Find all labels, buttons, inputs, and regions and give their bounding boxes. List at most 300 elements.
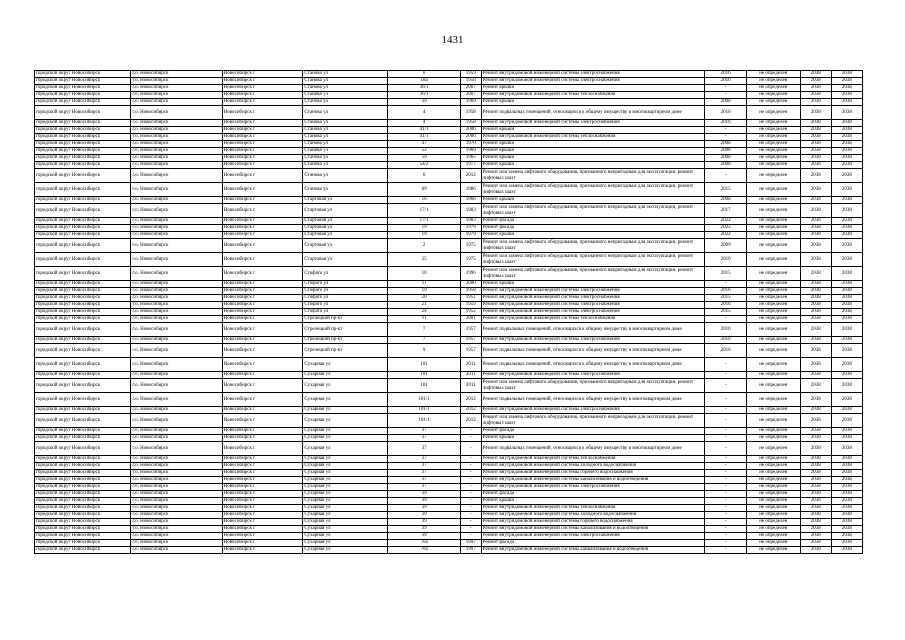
cell-year: 1952 [460,309,481,316]
cell-municipality: городской округ Новосибирск [35,442,131,456]
cell-settlement: Новосибирск г [222,393,303,407]
cell-work-type: Ремонт или замена лифтового оборудования, признанного непригодным для эксплуатации, ремонт лифтовых шахт [481,267,705,281]
cell-district: г.о. Новосибирск [131,344,222,358]
cell-year: 2011 [460,379,481,393]
cell-year-end: 2038 [831,85,862,92]
cell-work-type: Ремонт внутридомовой инженерной системы холодного водоснабжения [481,512,705,519]
cell-municipality: городской округ Новосибирск [35,379,131,393]
cell-settlement: Новосибирск г [222,372,303,379]
table-row [35,470,863,477]
cell-status: не определен [746,155,800,162]
cell-status: не определен [746,120,800,127]
cell-plan-year: - [705,547,746,554]
cell-municipality: городской округ Новосибирск [35,323,131,337]
cell-plan-year: 2015 [705,295,746,302]
cell-district: г.о. Новосибирск [131,155,222,162]
cell-settlement: Новосибирск г [222,106,303,120]
cell-street: Сухарная ул [303,477,388,484]
cell-house: 101 [388,358,461,372]
cell-settlement: Новосибирск г [222,288,303,295]
cell-year: 1986 [460,183,481,197]
cell-street: Станова ул [303,155,388,162]
cell-house: 36/1 [388,85,461,92]
cell-work-type: Ремонт или замена лифтового оборудования, признанного непригодным для эксплуатации, ремонт лифтовых шахт [481,379,705,393]
table-row [35,106,863,120]
cell-district: г.о. Новосибирск [131,253,222,267]
cell-municipality: городской округ Новосибирск [35,484,131,491]
cell-status: не определен [746,470,800,477]
cell-municipality: городской округ Новосибирск [35,162,131,169]
cell-year-end: 2038 [831,505,862,512]
cell-year-end: 2038 [831,337,862,344]
cell-settlement: Новосибирск г [222,547,303,554]
table-row [35,281,863,288]
cell-year: 1979 [460,232,481,239]
cell-street: Станова ул [303,148,388,155]
cell-status: не определен [746,141,800,148]
cell-status: не определен [746,92,800,99]
cell-district: г.о. Новосибирск [131,414,222,428]
table-row [35,155,863,162]
cell-year-start: 2038 [800,183,831,197]
cell-house: 59 [388,155,461,162]
table-row [35,344,863,358]
cell-municipality: городской округ Новосибирск [35,225,131,232]
cell-street: Сухарная ул [303,372,388,379]
cell-status: не определен [746,316,800,323]
cell-municipality: городской округ Новосибирск [35,148,131,155]
cell-year: 1970 [460,141,481,148]
cell-district: г.о. Новосибирск [131,218,222,225]
cell-year: 1958 [460,106,481,120]
cell-plan-year: - [705,533,746,540]
cell-plan-year: 2016 [705,337,746,344]
cell-house: 17/1 [388,218,461,225]
cell-municipality: городской округ Новосибирск [35,267,131,281]
table-row [35,428,863,435]
table-row [35,547,863,554]
cell-municipality: городской округ Новосибирск [35,288,131,295]
cell-street: Станова ул [303,120,388,127]
cell-house: 101/1 [388,407,461,414]
cell-settlement: Новосибирск г [222,148,303,155]
cell-street: Стрелецкий пр-кт [303,323,388,337]
cell-year-start: 2038 [800,197,831,204]
cell-house: 6 [388,71,461,78]
table-row [35,92,863,99]
cell-municipality: городской округ Новосибирск [35,85,131,92]
cell-work-type: Ремонт или замена лифтового оборудования, признанного непригодным для эксплуатации, ремонт лифтовых шахт [481,204,705,218]
cell-status: не определен [746,225,800,232]
cell-year-end: 2038 [831,407,862,414]
cell-district: г.о. Новосибирск [131,239,222,253]
cell-year-start: 2038 [800,71,831,78]
cell-year-end: 2038 [831,134,862,141]
cell-work-type: Ремонт или замена лифтового оборудования, признанного непригодным для эксплуатации, ремонт лифтовых шахт [481,414,705,428]
cell-house: 37 [388,456,461,463]
cell-street: Сухарная ул [303,505,388,512]
cell-year: 1951 [460,295,481,302]
cell-district: г.о. Новосибирск [131,120,222,127]
cell-work-type: Ремонт внутридомовой инженерной системы электроснабжения [481,407,705,414]
cell-district: г.о. Новосибирск [131,393,222,407]
cell-status: не определен [746,372,800,379]
cell-settlement: Новосибирск г [222,253,303,267]
cell-status: не определен [746,183,800,197]
cell-municipality: городской округ Новосибирск [35,71,131,78]
cell-year: 1983 [460,218,481,225]
table-row [35,358,863,372]
cell-municipality: городской округ Новосибирск [35,197,131,204]
cell-house: 39 [388,498,461,505]
cell-district: г.о. Новосибирск [131,295,222,302]
cell-year-start: 2038 [800,379,831,393]
cell-house: 39 [388,505,461,512]
cell-year-start: 2038 [800,218,831,225]
cell-municipality: городской округ Новосибирск [35,302,131,309]
cell-street: Сухарная ул [303,393,388,407]
cell-settlement: Новосибирск г [222,141,303,148]
cell-house: 101/1 [388,414,461,428]
cell-house: 10 [388,267,461,281]
cell-plan-year: 2022 [705,225,746,232]
cell-year: 2007 [460,85,481,92]
cell-year-end: 2038 [831,148,862,155]
cell-settlement: Новосибирск г [222,78,303,85]
cell-municipality: городской округ Новосибирск [35,512,131,519]
table-row [35,134,863,141]
cell-year: 1975 [460,239,481,253]
cell-municipality: городской округ Новосибирск [35,106,131,120]
cell-status: не определен [746,393,800,407]
cell-house: 36/1 [388,92,461,99]
cell-house: 6 [388,169,461,183]
cell-status: не определен [746,148,800,155]
cell-district: г.о. Новосибирск [131,85,222,92]
cell-status: не определен [746,71,800,78]
cell-year-end: 2038 [831,127,862,134]
cell-district: г.о. Новосибирск [131,267,222,281]
cell-year-start: 2038 [800,442,831,456]
cell-municipality: городской округ Новосибирск [35,477,131,484]
cell-municipality: городской округ Новосибирск [35,505,131,512]
cell-district: г.о. Новосибирск [131,281,222,288]
cell-plan-year: - [705,316,746,323]
cell-year: - [460,484,481,491]
cell-year-end: 2038 [831,323,862,337]
cell-district: г.о. Новосибирск [131,456,222,463]
cell-municipality: городской округ Новосибирск [35,533,131,540]
cell-work-type: Ремонт подвальных помещений, относящихся к общему имуществу в многоквартирном доме [481,442,705,456]
cell-year-start: 2038 [800,225,831,232]
cell-status: не определен [746,218,800,225]
cell-plan-year: - [705,358,746,372]
cell-year-end: 2038 [831,253,862,267]
cell-work-type: Ремонт крыши [481,281,705,288]
cell-settlement: Новосибирск г [222,232,303,239]
cell-house: 54/2 [388,162,461,169]
cell-work-type: Ремонт крыши [481,435,705,442]
table-row [35,463,863,470]
table-row [35,267,863,281]
cell-street: Станова ул [303,106,388,120]
cell-work-type: Ремонт внутридомовой инженерной системы горячего водоснабжения [481,470,705,477]
cell-street: Сухарная ул [303,428,388,435]
cell-status: не определен [746,435,800,442]
cell-settlement: Новосибирск г [222,85,303,92]
cell-district: г.о. Новосибирск [131,106,222,120]
cell-house: 47 [388,141,461,148]
cell-settlement: Новосибирск г [222,169,303,183]
cell-year-start: 2038 [800,526,831,533]
cell-year: 1997 [460,540,481,547]
cell-plan-year: 2016 [705,323,746,337]
cell-house: 24 [388,309,461,316]
cell-house: 16 [388,197,461,204]
cell-plan-year: 2016 [705,288,746,295]
cell-house: 9 [388,344,461,358]
table-row [35,498,863,505]
cell-status: не определен [746,253,800,267]
cell-district: г.о. Новосибирск [131,169,222,183]
cell-house: 18а [388,78,461,85]
cell-year-end: 2038 [831,316,862,323]
cell-street: Станова ул [303,169,388,183]
cell-street: Стартовая ул [303,197,388,204]
cell-house: 101/1 [388,393,461,407]
cell-municipality: городской округ Новосибирск [35,456,131,463]
cell-year-start: 2038 [800,358,831,372]
cell-year-start: 2038 [800,253,831,267]
table-row [35,120,863,127]
cell-settlement: Новосибирск г [222,316,303,323]
cell-settlement: Новосибирск г [222,295,303,302]
cell-plan-year: - [705,456,746,463]
cell-status: не определен [746,379,800,393]
cell-plan-year: - [705,414,746,428]
cell-year: 1957 [460,323,481,337]
cell-house: 69 [388,183,461,197]
cell-municipality: городской округ Новосибирск [35,309,131,316]
cell-work-type: Ремонт внутридомовой инженерной системы теплоснабжения [481,134,705,141]
cell-work-type: Ремонт подвальных помещений, относящихся к общему имуществу в многоквартирном доме [481,323,705,337]
cell-year-start: 2038 [800,141,831,148]
cell-year: - [460,470,481,477]
cell-work-type: Ремонт внутридомовой инженерной системы электроснабжения [481,71,705,78]
cell-street: Станова ул [303,78,388,85]
cell-district: г.о. Новосибирск [131,512,222,519]
cell-work-type: Ремонт внутридомовой инженерной системы горячего водоснабжения [481,519,705,526]
cell-year: 1969 [460,99,481,106]
cell-status: не определен [746,281,800,288]
table-row [35,141,863,148]
cell-district: г.о. Новосибирск [131,92,222,99]
cell-work-type: Ремонт крыши [481,85,705,92]
cell-work-type: Ремонт крыши [481,232,705,239]
cell-plan-year: - [705,498,746,505]
cell-year-end: 2038 [831,470,862,477]
cell-street: Стофато ул [303,309,388,316]
cell-year-start: 2038 [800,295,831,302]
cell-plan-year: - [705,470,746,477]
cell-year-end: 2038 [831,183,862,197]
cell-work-type: Ремонт крыши [481,197,705,204]
table-row [35,239,863,253]
cell-settlement: Новосибирск г [222,477,303,484]
cell-year: - [460,498,481,505]
table-row [35,414,863,428]
cell-year: 1958 [460,78,481,85]
cell-year-start: 2038 [800,288,831,295]
cell-year-end: 2038 [831,344,862,358]
cell-year-end: 2038 [831,120,862,127]
table-body [35,71,863,554]
cell-street: Станова ул [303,71,388,78]
cell-district: г.о. Новосибирск [131,316,222,323]
cell-status: не определен [746,239,800,253]
cell-year-end: 2038 [831,295,862,302]
cell-municipality: городской округ Новосибирск [35,358,131,372]
table-row [35,526,863,533]
cell-settlement: Новосибирск г [222,456,303,463]
cell-plan-year: 2008 [705,99,746,106]
cell-year-end: 2038 [831,197,862,204]
cell-municipality: городской округ Новосибирск [35,99,131,106]
cell-settlement: Новосибирск г [222,127,303,134]
cell-house: 70а [388,547,461,554]
cell-plan-year: - [705,379,746,393]
cell-municipality: городской округ Новосибирск [35,78,131,85]
cell-work-type: Ремонт крыши [481,498,705,505]
cell-plan-year: - [705,169,746,183]
cell-district: г.о. Новосибирск [131,232,222,239]
cell-work-type: Ремонт или замена лифтового оборудования, признанного непригодным для эксплуатации, ремонт лифтовых шахт [481,253,705,267]
cell-street: Станова ул [303,162,388,169]
cell-district: г.о. Новосибирск [131,323,222,337]
cell-year-end: 2038 [831,358,862,372]
cell-settlement: Новосибирск г [222,99,303,106]
cell-municipality: городской округ Новосибирск [35,540,131,547]
cell-year-start: 2038 [800,470,831,477]
cell-year-start: 2038 [800,309,831,316]
cell-district: г.о. Новосибирск [131,519,222,526]
cell-work-type: Ремонт внутридомовой инженерной системы электроснабжения [481,295,705,302]
cell-plan-year: - [705,281,746,288]
cell-work-type: Ремонт крыши [481,162,705,169]
cell-municipality: городской округ Новосибирск [35,372,131,379]
table-row [35,484,863,491]
table-row [35,491,863,498]
table-row [35,85,863,92]
table-row [35,183,863,197]
cell-district: г.о. Новосибирск [131,148,222,155]
table-row [35,337,863,344]
cell-plan-year: 2015 [705,267,746,281]
cell-settlement: Новосибирск г [222,414,303,428]
cell-street: Станова ул [303,141,388,148]
cell-status: не определен [746,512,800,519]
cell-district: г.о. Новосибирск [131,533,222,540]
cell-work-type: Ремонт фасада [481,540,705,547]
cell-house: 37 [388,428,461,435]
cell-plan-year: 2008 [705,141,746,148]
table-row [35,393,863,407]
cell-status: не определен [746,547,800,554]
cell-municipality: городской округ Новосибирск [35,393,131,407]
cell-district: г.о. Новосибирск [131,505,222,512]
table-row [35,323,863,337]
table-row [35,309,863,316]
cell-house: 11 [388,281,461,288]
cell-street: Сухарная ул [303,456,388,463]
cell-status: не определен [746,323,800,337]
cell-status: не определен [746,106,800,120]
table-row [35,169,863,183]
cell-year-end: 2038 [831,169,862,183]
cell-work-type: Ремонт фасада [481,218,705,225]
cell-year-end: 2038 [831,484,862,491]
cell-work-type: Ремонт внутридомовой инженерной системы электроснабжения [481,533,705,540]
cell-district: г.о. Новосибирск [131,141,222,148]
cell-municipality: городской округ Новосибирск [35,183,131,197]
cell-year: 1957 [460,344,481,358]
cell-settlement: Новосибирск г [222,302,303,309]
cell-work-type: Ремонт внутридомовой инженерной системы канализования и водоотведения [481,526,705,533]
cell-work-type: Ремонт внутридомовой инженерной системы электроснабжения [481,78,705,85]
cell-municipality: городской округ Новосибирск [35,281,131,288]
table-row [35,253,863,267]
cell-municipality: городской округ Новосибирск [35,204,131,218]
cell-year: - [460,533,481,540]
cell-status: не определен [746,134,800,141]
cell-house: 19 [388,225,461,232]
cell-year: 1958 [460,120,481,127]
cell-year-end: 2038 [831,92,862,99]
cell-street: Станова ул [303,183,388,197]
cell-house: 37 [388,463,461,470]
cell-year: 1958 [460,288,481,295]
table-row [35,505,863,512]
cell-settlement: Новосибирск г [222,435,303,442]
cell-year-start: 2038 [800,204,831,218]
table-row [35,288,863,295]
cell-settlement: Новосибирск г [222,498,303,505]
cell-year-start: 2038 [800,337,831,344]
cell-year-end: 2038 [831,477,862,484]
cell-status: не определен [746,302,800,309]
cell-year-end: 2038 [831,414,862,428]
cell-municipality: городской округ Новосибирск [35,491,131,498]
cell-work-type: Ремонт крыши [481,148,705,155]
cell-work-type: Ремонт фасада [481,491,705,498]
cell-plan-year: - [705,435,746,442]
cell-year: 1957 [460,337,481,344]
table-row [35,407,863,414]
cell-plan-year: 2015 [705,309,746,316]
cell-work-type: Ремонт внутридомовой инженерной системы теплоснабжения [481,316,705,323]
cell-status: не определен [746,456,800,463]
cell-year-end: 2038 [831,204,862,218]
cell-settlement: Новосибирск г [222,407,303,414]
cell-year: 2011 [460,372,481,379]
cell-status: не определен [746,99,800,106]
cell-settlement: Новосибирск г [222,540,303,547]
cell-work-type: Ремонт подвальных помещений, относящихся к общему имуществу в многоквартирном доме [481,106,705,120]
cell-settlement: Новосибирск г [222,92,303,99]
cell-year: 2007 [460,92,481,99]
cell-year-start: 2038 [800,232,831,239]
cell-settlement: Новосибирск г [222,225,303,232]
